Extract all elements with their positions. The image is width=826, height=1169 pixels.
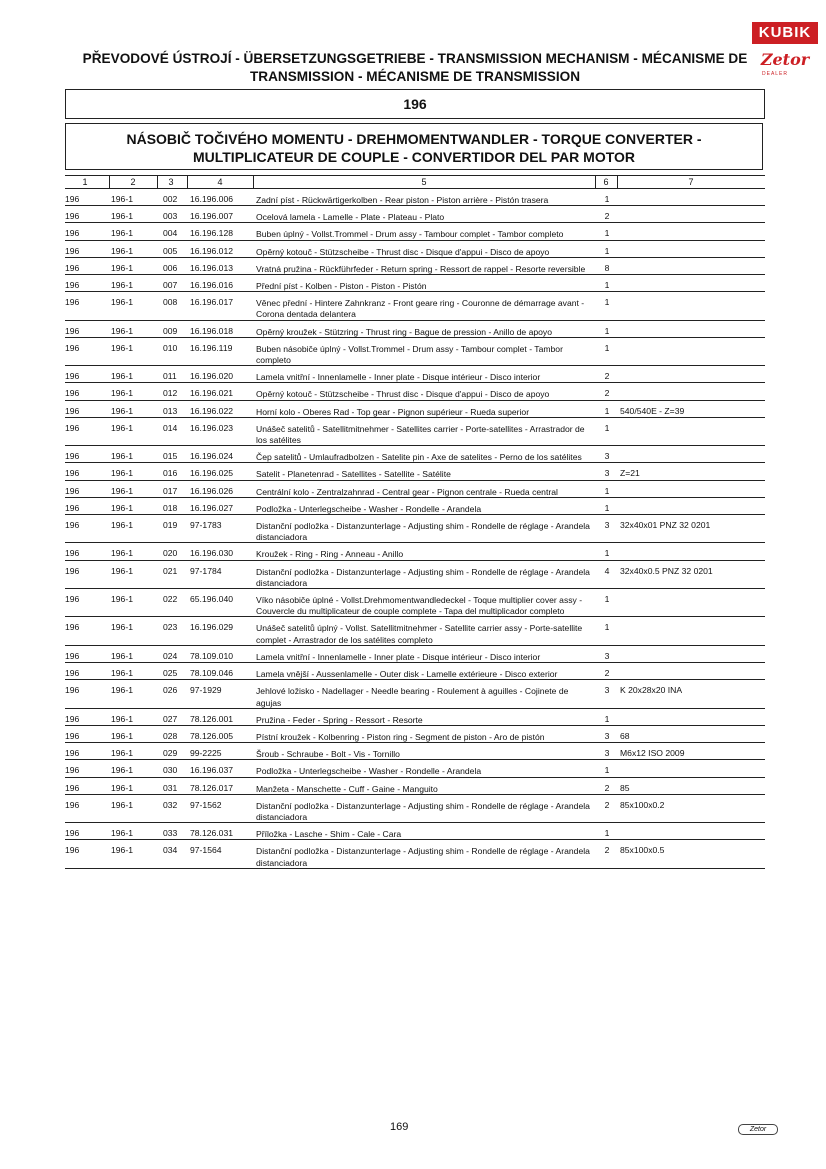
subgroup-title-box: NÁSOBIČ TOČIVÉHO MOMENTU - DREHMOMENTWANDLER - TORQUE CONVERTER - MULTIPLICATEUR DE COUPLE - CONVERTIDOR DEL PAR MOTOR bbox=[65, 123, 763, 170]
cell-part-number: 16.196.030 bbox=[190, 548, 234, 559]
cell-group: 196 bbox=[65, 211, 80, 222]
cell-group: 196 bbox=[65, 262, 80, 273]
table-row bbox=[65, 450, 765, 463]
cell-position: 018 bbox=[163, 502, 178, 513]
cell-quantity: 2 bbox=[604, 799, 610, 810]
cell-description: Ocelová lamela - Lamelle - Plate - Plateau - Plato bbox=[256, 212, 445, 223]
col-header-7: 7 bbox=[688, 177, 694, 187]
cell-description: Zadní píst - Rückwärtigerkolben - Rear piston - Piston arrière - Pistón trasera bbox=[256, 195, 549, 205]
cell-position: 017 bbox=[163, 485, 178, 496]
cell-subgroup: 196-1 bbox=[111, 828, 133, 839]
cell-part-number: 16.196.006 bbox=[190, 194, 234, 204]
cell-position: 006 bbox=[163, 262, 178, 273]
cell-subgroup: 196-1 bbox=[111, 422, 133, 433]
cell-part-number: 16.196.029 bbox=[190, 622, 234, 633]
cell-description: Příložka - Lasche - Shim - Cale - Cara bbox=[256, 829, 402, 840]
table-row bbox=[65, 467, 765, 480]
cell-group: 196 bbox=[65, 765, 80, 776]
cell-group: 196 bbox=[65, 748, 80, 759]
cell-part-number: 16.196.016 bbox=[190, 280, 234, 291]
cell-quantity: 2 bbox=[604, 782, 610, 793]
cell-subgroup: 196-1 bbox=[111, 297, 133, 308]
cell-quantity: 1 bbox=[604, 325, 610, 336]
cell-description: Buben násobiče úplný - Vollst.Trommel - Drum assy - Tambour complet - Tambor completo bbox=[256, 343, 563, 366]
cell-description: Opěrný kotouč - Stützscheibe - Thrust disc - Disque d'appui - Disco de apoyo bbox=[256, 246, 550, 257]
table-row bbox=[65, 519, 765, 543]
cell-description: Přední píst - Kolben - Piston - Piston - Pistón bbox=[256, 281, 427, 292]
col-header-3: 3 bbox=[168, 177, 174, 187]
table-row bbox=[65, 370, 765, 383]
cell-subgroup: 196-1 bbox=[111, 520, 133, 531]
kubik-logo-text: KUBIK bbox=[752, 22, 818, 44]
cell-position: 014 bbox=[163, 422, 178, 433]
cell-description: Unášeč satelitů - Satellitmitnehmer - Satellites carrier - Porte-satellites - Arrastrador de los satélites bbox=[256, 423, 585, 446]
cell-group: 196 bbox=[65, 388, 80, 399]
cell-part-number: 97-1929 bbox=[190, 685, 222, 696]
cell-quantity: 3 bbox=[604, 730, 610, 741]
cell-part-number: 65.196.040 bbox=[190, 594, 234, 605]
cell-quantity: 2 bbox=[604, 371, 610, 382]
cell-position: 033 bbox=[163, 828, 178, 839]
cell-subgroup: 196-1 bbox=[111, 799, 133, 810]
table-row bbox=[65, 387, 765, 400]
table-row bbox=[65, 713, 765, 726]
cell-position: 005 bbox=[163, 245, 178, 256]
table-row bbox=[65, 650, 765, 663]
cell-part-number: 16.196.013 bbox=[190, 262, 234, 273]
cell-description: Distanční podložka - Distanzunterlage - Adjusting shim - Rondelle de réglage - Arandela distanciadora bbox=[256, 800, 590, 822]
cell-subgroup: 196-1 bbox=[111, 405, 133, 416]
col-header-6: 6 bbox=[603, 177, 609, 187]
cell-position: 011 bbox=[163, 371, 177, 382]
cell-part-number: 16.196.022 bbox=[190, 405, 234, 416]
cell-part-number: 16.196.128 bbox=[190, 228, 234, 239]
cell-group: 196 bbox=[65, 730, 80, 741]
cell-description: Centrální kolo - Zentralzahnrad - Central gear - Pignon centrale - Rueda central bbox=[256, 486, 558, 497]
cell-position: 008 bbox=[163, 297, 178, 308]
zetor-logo-text: Zetor bbox=[760, 50, 810, 69]
table-row bbox=[65, 730, 765, 743]
cell-quantity: 3 bbox=[604, 748, 610, 759]
cell-subgroup: 196-1 bbox=[111, 650, 133, 661]
cell-quantity: 1 bbox=[604, 280, 610, 291]
parts-table bbox=[65, 193, 765, 873]
cell-quantity: 3 bbox=[604, 468, 610, 479]
cell-subgroup: 196-1 bbox=[111, 782, 133, 793]
cell-note: 32x40x0.5 PNZ 32 0201 bbox=[620, 565, 713, 576]
cell-position: 022 bbox=[163, 594, 178, 605]
cell-note: Z=21 bbox=[620, 468, 640, 479]
cell-subgroup: 196-1 bbox=[111, 594, 133, 605]
cell-subgroup: 196-1 bbox=[111, 765, 133, 776]
cell-quantity: 1 bbox=[604, 194, 610, 204]
cell-subgroup: 196-1 bbox=[111, 502, 133, 513]
cell-subgroup: 196-1 bbox=[111, 713, 133, 724]
cell-part-number: 78.126.017 bbox=[190, 782, 234, 793]
cell-subgroup: 196-1 bbox=[111, 685, 133, 696]
table-row bbox=[65, 245, 765, 258]
cell-subgroup: 196-1 bbox=[111, 548, 133, 559]
cell-note: 85x100x0.5 bbox=[620, 845, 665, 856]
cell-group: 196 bbox=[65, 622, 80, 633]
cell-subgroup: 196-1 bbox=[111, 668, 133, 679]
cell-position: 025 bbox=[163, 668, 178, 679]
table-row bbox=[65, 684, 765, 708]
cell-subgroup: 196-1 bbox=[111, 245, 133, 256]
cell-position: 023 bbox=[163, 622, 178, 633]
cell-note: 68 bbox=[620, 730, 630, 741]
cell-position: 009 bbox=[163, 325, 178, 336]
cell-group: 196 bbox=[65, 594, 80, 605]
cell-group: 196 bbox=[65, 713, 80, 724]
cell-group: 196 bbox=[65, 371, 80, 382]
table-row bbox=[65, 193, 765, 206]
cell-quantity: 3 bbox=[604, 451, 610, 462]
cell-group: 196 bbox=[65, 782, 80, 793]
cell-group: 196 bbox=[65, 194, 80, 204]
cell-note: 32x40x01 PNZ 32 0201 bbox=[620, 520, 711, 531]
cell-group: 196 bbox=[65, 845, 80, 856]
cell-quantity: 1 bbox=[604, 297, 610, 308]
col-header-4: 4 bbox=[217, 177, 223, 187]
cell-part-number: 16.196.119 bbox=[190, 342, 233, 353]
cell-group: 196 bbox=[65, 548, 80, 559]
cell-note: M6x12 ISO 2009 bbox=[620, 748, 685, 759]
cell-subgroup: 196-1 bbox=[111, 748, 133, 759]
table-row bbox=[65, 764, 765, 777]
cell-part-number: 16.196.018 bbox=[190, 325, 234, 336]
cell-position: 003 bbox=[163, 211, 178, 222]
column-header-row bbox=[65, 175, 765, 189]
cell-description: Lamela vnější - Aussenlamelle - Outer disk - Lamelle extérieure - Disco exterior bbox=[256, 669, 558, 680]
cell-part-number: 16.196.020 bbox=[190, 371, 234, 382]
cell-group: 196 bbox=[65, 520, 80, 531]
cell-part-number: 78.126.031 bbox=[190, 828, 234, 839]
cell-description: Unášeč satelitů úplný - Vollst. Satellitmitnehmer - Satellite carrier assy - Porte-satellite complet - Arrastrador de los satélites completo bbox=[256, 623, 583, 645]
cell-part-number: 16.196.026 bbox=[190, 485, 234, 496]
cell-description: Distanční podložka - Distanzunterlage - Adjusting shim - Rondelle de réglage - Arandela distanciadora bbox=[256, 566, 590, 588]
cell-group: 196 bbox=[65, 485, 80, 496]
cell-group: 196 bbox=[65, 685, 80, 696]
cell-position: 028 bbox=[163, 730, 178, 741]
cell-description: Podložka - Unterlegscheibe - Washer - Rondelle - Arandela bbox=[256, 766, 482, 777]
col-header-5: 5 bbox=[421, 177, 427, 187]
cell-part-number: 16.196.017 bbox=[190, 297, 234, 308]
cell-description: Satelit - Planetenrad - Satellites - Satellite - Satélite bbox=[256, 469, 451, 480]
cell-group: 196 bbox=[65, 325, 80, 336]
cell-group: 196 bbox=[65, 668, 80, 679]
cell-position: 029 bbox=[163, 748, 178, 759]
col-header-1: 1 bbox=[82, 177, 88, 187]
cell-quantity: 3 bbox=[604, 650, 610, 661]
cell-subgroup: 196-1 bbox=[111, 451, 133, 462]
cell-subgroup: 196-1 bbox=[111, 622, 133, 633]
cell-description: Pístní kroužek - Kolbenring - Piston ring - Segment de piston - Aro de pistón bbox=[256, 731, 545, 742]
cell-description: Pružina - Feder - Spring - Ressort - Resorte bbox=[256, 714, 423, 725]
cell-group: 196 bbox=[65, 280, 80, 291]
cell-group: 196 bbox=[65, 245, 80, 256]
col-header-2: 2 bbox=[130, 177, 136, 187]
cell-group: 196 bbox=[65, 405, 80, 416]
cell-quantity: 3 bbox=[604, 520, 610, 531]
cell-subgroup: 196-1 bbox=[111, 194, 133, 204]
table-row bbox=[65, 844, 765, 868]
cell-part-number: 78.126.005 bbox=[190, 730, 234, 741]
cell-part-number: 97-1783 bbox=[190, 520, 222, 531]
cell-position: 015 bbox=[163, 451, 178, 462]
table-row bbox=[65, 279, 765, 292]
cell-quantity: 1 bbox=[604, 342, 610, 353]
cell-part-number: 78.109.046 bbox=[190, 668, 234, 679]
table-row bbox=[65, 296, 765, 320]
cell-quantity: 1 bbox=[604, 502, 610, 513]
cell-position: 012 bbox=[163, 388, 178, 399]
cell-quantity: 1 bbox=[604, 622, 610, 633]
cell-position: 021 bbox=[163, 565, 178, 576]
cell-position: 007 bbox=[163, 280, 178, 291]
cell-group: 196 bbox=[65, 468, 80, 479]
cell-group: 196 bbox=[65, 565, 80, 576]
cell-note: 85 bbox=[620, 782, 630, 793]
cell-subgroup: 196-1 bbox=[111, 730, 133, 741]
cell-subgroup: 196-1 bbox=[111, 388, 133, 399]
cell-description: Víko násobiče úplné - Vollst.Drehmomentwandledeckel - Toque multiplier cover assy - Couvercle du multiplicateur de couple complete - Tapa del multiplicador completo bbox=[256, 595, 583, 617]
page-number: 169 bbox=[390, 1121, 409, 1133]
cell-quantity: 1 bbox=[604, 828, 610, 839]
cell-group: 196 bbox=[65, 799, 80, 810]
cell-group: 196 bbox=[65, 828, 80, 839]
cell-quantity: 1 bbox=[604, 765, 610, 776]
cell-group: 196 bbox=[65, 502, 80, 513]
cell-part-number: 16.196.037 bbox=[190, 765, 234, 776]
cell-group: 196 bbox=[65, 342, 80, 353]
cell-position: 032 bbox=[163, 799, 178, 810]
cell-description: Jehlové ložisko - Nadellager - Needle bearing - Roulement à aguilles - Cojinete de agujas bbox=[256, 686, 569, 708]
cell-quantity: 2 bbox=[604, 388, 610, 399]
cell-quantity: 1 bbox=[604, 405, 610, 416]
cell-subgroup: 196-1 bbox=[111, 325, 133, 336]
cell-quantity: 1 bbox=[604, 485, 610, 496]
cell-position: 010 bbox=[163, 342, 178, 353]
page-title: PŘEVODOVÉ ÚSTROJÍ - ÜBERSETZUNGSGETRIEBE - TRANSMISSION MECHANISM - MÉCANISME DE TRANSMISSION - MÉCANISME DE TRANSMISSION bbox=[82, 51, 748, 84]
cell-group: 196 bbox=[65, 451, 80, 462]
table-row bbox=[65, 547, 765, 560]
cell-position: 013 bbox=[163, 405, 178, 416]
cell-description: Distanční podložka - Distanzunterlage - Adjusting shim - Rondelle de réglage - Arandela distanciadora bbox=[256, 846, 590, 868]
table-row bbox=[65, 262, 765, 275]
cell-note: 85x100x0.2 bbox=[620, 799, 665, 810]
cell-position: 016 bbox=[163, 468, 178, 479]
cell-quantity: 1 bbox=[604, 422, 610, 433]
cell-quantity: 2 bbox=[604, 211, 610, 222]
cell-note: K 20x28x20 INA bbox=[620, 685, 683, 696]
cell-description: Horní kolo - Oberes Rad - Top gear - Pignon supérieur - Rueda superior bbox=[256, 406, 530, 417]
cell-description: Čep satelitů - Umlaufradbolzen - Satelite pin - Axe de satelites - Perno de los satélites bbox=[256, 452, 582, 463]
cell-description: Věnec přední - Hintere Zahnkranz - Front geare ring - Couronne de démarrage avant - Corona dentada delantera bbox=[256, 298, 585, 320]
cell-part-number: 16.196.023 bbox=[190, 422, 234, 433]
cell-position: 031 bbox=[163, 782, 178, 793]
cell-group: 196 bbox=[65, 422, 80, 433]
cell-part-number: 16.196.027 bbox=[190, 502, 234, 513]
table-row bbox=[65, 621, 765, 645]
cell-position: 019 bbox=[163, 520, 178, 531]
cell-part-number: 16.196.021 bbox=[190, 388, 234, 399]
cell-quantity: 1 bbox=[604, 713, 610, 724]
table-row bbox=[65, 210, 765, 223]
cell-description: Opěrný kotouč - Stützscheibe - Thrust disc - Disque d'appui - Disco de apoyo bbox=[256, 389, 550, 400]
cell-quantity: 1 bbox=[604, 548, 610, 559]
cell-position: 020 bbox=[163, 548, 178, 559]
cell-group: 196 bbox=[65, 228, 80, 239]
cell-subgroup: 196-1 bbox=[111, 262, 133, 273]
cell-description: Šroub - Schraube - Bolt - Vis - Tornillo bbox=[256, 749, 400, 760]
table-row bbox=[65, 422, 765, 446]
cell-subgroup: 196-1 bbox=[111, 371, 133, 382]
cell-position: 002 bbox=[163, 194, 178, 204]
cell-subgroup: 196-1 bbox=[111, 280, 133, 291]
cell-subgroup: 196-1 bbox=[111, 565, 133, 576]
cell-part-number: 97-1784 bbox=[190, 565, 222, 576]
cell-description: Kroužek - Ring - Ring - Anneau - Anillo bbox=[256, 549, 404, 560]
cell-quantity: 1 bbox=[604, 594, 610, 605]
dealer-tag: DEALER bbox=[762, 71, 789, 77]
table-row bbox=[65, 827, 765, 840]
table-row bbox=[65, 799, 765, 823]
cell-subgroup: 196-1 bbox=[111, 342, 133, 353]
cell-quantity: 4 bbox=[604, 565, 610, 576]
cell-quantity: 3 bbox=[604, 685, 610, 696]
cell-position: 027 bbox=[163, 713, 178, 724]
cell-group: 196 bbox=[65, 650, 80, 661]
cell-part-number: 16.196.025 bbox=[190, 468, 234, 479]
cell-quantity: 1 bbox=[604, 228, 610, 239]
cell-subgroup: 196-1 bbox=[111, 845, 133, 856]
cell-subgroup: 196-1 bbox=[111, 485, 133, 496]
cell-note: 540/540E - Z=39 bbox=[620, 405, 685, 416]
table-row bbox=[65, 227, 765, 240]
cell-subgroup: 196-1 bbox=[111, 468, 133, 479]
table-row bbox=[65, 593, 765, 617]
cell-description: Podložka - Unterlegscheibe - Washer - Rondelle - Arandela bbox=[256, 503, 482, 514]
cell-group: 196 bbox=[65, 297, 80, 308]
table-row bbox=[65, 405, 765, 418]
cell-description: Distanční podložka - Distanzunterlage - Adjusting shim - Rondelle de réglage - Arandela distanciadora bbox=[256, 521, 590, 543]
cell-description: Buben úplný - Vollst.Trommel - Drum assy - Tambour complet - Tambor completo bbox=[256, 229, 564, 240]
cell-description: Lamela vnitřní - Innenlamelle - Inner plate - Disque intérieur - Disco interior bbox=[256, 651, 541, 662]
table-row bbox=[65, 565, 765, 589]
cell-subgroup: 196-1 bbox=[111, 228, 133, 239]
cell-part-number: 16.196.007 bbox=[190, 211, 234, 222]
cell-quantity: 8 bbox=[604, 262, 610, 273]
cell-part-number: 97-1562 bbox=[190, 799, 222, 810]
cell-part-number: 16.196.012 bbox=[190, 245, 234, 256]
cell-position: 034 bbox=[163, 845, 178, 856]
table-row bbox=[65, 485, 765, 498]
group-number-box: 196 bbox=[65, 89, 765, 119]
table-row bbox=[65, 325, 765, 338]
cell-part-number: 78.109.010 bbox=[190, 650, 234, 661]
table-row bbox=[65, 667, 765, 680]
cell-part-number: 99-2225 bbox=[190, 748, 222, 759]
table-row bbox=[65, 342, 765, 366]
cell-quantity: 2 bbox=[604, 845, 610, 856]
table-row bbox=[65, 747, 765, 760]
cell-quantity: 2 bbox=[604, 668, 610, 679]
cell-position: 026 bbox=[163, 685, 178, 696]
cell-subgroup: 196-1 bbox=[111, 211, 133, 222]
footer-zetor-logo: Zetor bbox=[738, 1124, 778, 1135]
cell-part-number: 97-1564 bbox=[190, 845, 222, 856]
cell-description: Lamela vnitřní - Innenlamelle - Inner plate - Disque intérieur - Disco interior bbox=[256, 372, 541, 383]
cell-position: 030 bbox=[163, 765, 178, 776]
cell-description: Manžeta - Manschette - Cuff - Gaine - Manguito bbox=[256, 783, 438, 794]
cell-part-number: 16.196.024 bbox=[190, 451, 234, 462]
table-row bbox=[65, 502, 765, 515]
cell-description: Vratná pružina - Rückführfeder - Return spring - Ressort de rappel - Resorte reversible bbox=[256, 263, 586, 274]
cell-position: 004 bbox=[163, 228, 178, 239]
cell-description: Opěrný kroužek - Stützring - Thrust ring - Bague de pression - Anillo de apoyo bbox=[256, 326, 552, 337]
cell-quantity: 1 bbox=[604, 245, 610, 256]
cell-position: 024 bbox=[163, 650, 178, 661]
table-row bbox=[65, 782, 765, 795]
cell-part-number: 78.126.001 bbox=[190, 713, 234, 724]
